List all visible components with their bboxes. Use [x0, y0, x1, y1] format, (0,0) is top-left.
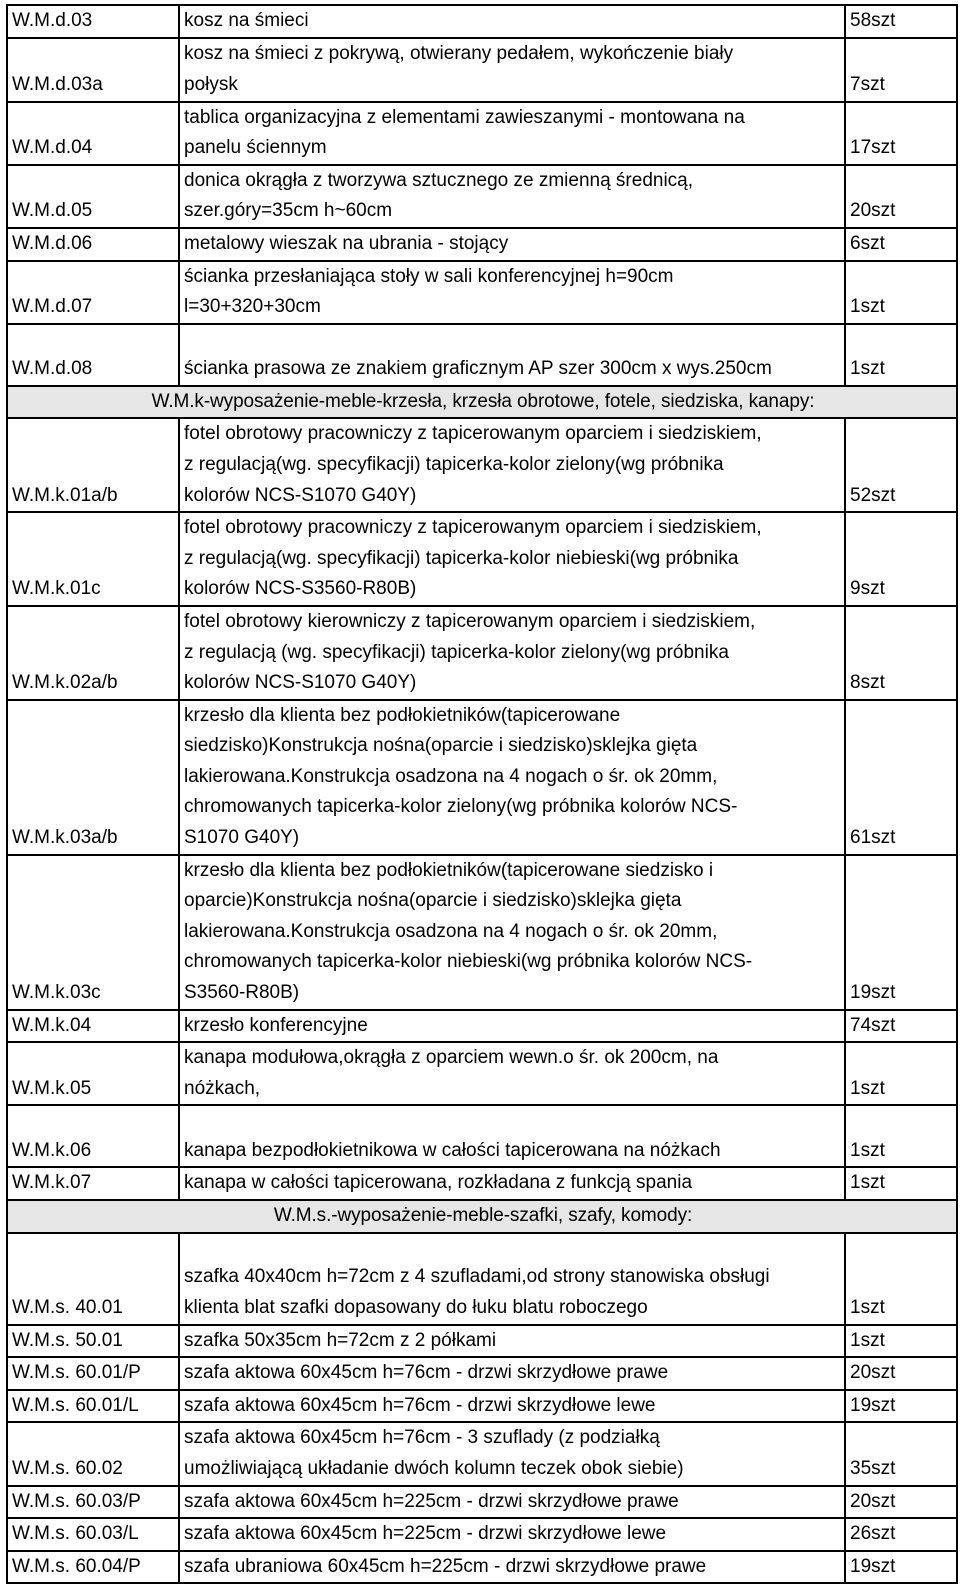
section-header: W.M.s.-wyposażenie-meble-szafki, szafy, komody: — [7, 1200, 957, 1233]
item-code: W.M.k.01c — [7, 512, 179, 606]
section-header-row — [7, 1200, 957, 1233]
item-quantity: 17szt — [845, 102, 957, 165]
item-quantity: 9szt — [845, 512, 957, 606]
item-quantity: 20szt — [845, 1486, 957, 1519]
item-code: W.M.k.02a/b — [7, 606, 179, 700]
table-row — [7, 1551, 957, 1584]
table-row — [7, 165, 957, 228]
equipment-table — [6, 4, 958, 1584]
item-quantity: 35szt — [845, 1422, 957, 1485]
table-row — [7, 102, 957, 165]
item-code: W.M.d.08 — [7, 324, 179, 386]
item-description: kanapa bezpodłokietnikowa w całości tapicerowana na nóżkach — [179, 1105, 845, 1167]
table-row — [7, 606, 957, 700]
item-code: W.M.k.04 — [7, 1010, 179, 1043]
item-code: W.M.k.07 — [7, 1167, 179, 1200]
item-description: ścianka prasowa ze znakiem graficznym AP szer 300cm x wys.250cm — [179, 324, 845, 386]
item-quantity: 1szt — [845, 261, 957, 324]
item-code: W.M.k.03c — [7, 855, 179, 1010]
item-description: krzesło dla klienta bez podłokietników(tapicerowane siedzisko i oparcie)Konstrukcja nośna(oparcie i siedzisko)sklejka gięta lakierowana.Konstrukcja osadzona na 4 nogach o śr. ok 20mm, chromowanych tapicerka-kolor niebieski(wg próbnika kolorów NCS- S3560-R80B) — [179, 855, 845, 1010]
item-description: kanapa w całości tapicerowana, rozkładana z funkcją spania — [179, 1167, 845, 1200]
table-row — [7, 38, 957, 102]
item-code: W.M.d.05 — [7, 165, 179, 228]
item-code: W.M.d.03a — [7, 38, 179, 102]
item-description: szafa aktowa 60x45cm h=76cm - 3 szuflady (z podziałką umożliwiającą układanie dwóch kolumn teczek obok siebie) — [179, 1422, 845, 1485]
item-code: W.M.d.04 — [7, 102, 179, 165]
table-row — [7, 1486, 957, 1519]
item-code: W.M.k.01a/b — [7, 418, 179, 512]
item-description: szafa aktowa 60x45cm h=225cm - drzwi skrzydłowe lewe — [179, 1518, 845, 1551]
table-row — [7, 512, 957, 606]
item-description: szafa aktowa 60x45cm h=76cm - drzwi skrzydłowe lewe — [179, 1390, 845, 1423]
item-description: szafa aktowa 60x45cm h=76cm - drzwi skrzydłowe prawe — [179, 1357, 845, 1390]
table-row — [7, 1167, 957, 1200]
item-code: W.M.s. 60.04/P — [7, 1551, 179, 1584]
item-code: W.M.s. 40.01 — [7, 1233, 179, 1325]
item-code: W.M.d.03 — [7, 5, 179, 38]
table-row — [7, 1325, 957, 1358]
item-quantity: 52szt — [845, 418, 957, 512]
table-row — [7, 1422, 957, 1485]
item-description: krzesło konferencyjne — [179, 1010, 845, 1043]
item-description: tablica organizacyjna z elementami zawieszanymi - montowana na panelu ściennym — [179, 102, 845, 165]
section-header: W.M.k-wyposażenie-meble-krzesła, krzesła obrotowe, fotele, siedziska, kanapy: — [7, 386, 957, 419]
item-code: W.M.s. 60.02 — [7, 1422, 179, 1485]
item-quantity: 74szt — [845, 1010, 957, 1043]
table-row — [7, 418, 957, 512]
table-row — [7, 5, 957, 38]
item-description: kanapa modułowa,okrągła z oparciem wewn.o śr. ok 200cm, na nóżkach, — [179, 1042, 845, 1105]
item-description: kosz na śmieci — [179, 5, 845, 38]
item-code: W.M.s. 60.03/P — [7, 1486, 179, 1519]
table-row — [7, 1390, 957, 1423]
item-description: fotel obrotowy kierowniczy z tapicerowanym oparciem i siedziskiem, z regulacją (wg. specyfikacji) tapicerka-kolor zielony(wg próbnika kolorów NCS-S1070 G40Y) — [179, 606, 845, 700]
table-row — [7, 261, 957, 324]
item-quantity: 1szt — [845, 324, 957, 386]
item-quantity: 61szt — [845, 700, 957, 855]
item-quantity: 1szt — [845, 1233, 957, 1325]
item-quantity: 1szt — [845, 1167, 957, 1200]
item-quantity: 20szt — [845, 165, 957, 228]
item-description: szafka 40x40cm h=72cm z 4 szufladami,od strony stanowiska obsługi klienta blat szafki dopasowany do łuku blatu roboczego — [179, 1233, 845, 1325]
table-row — [7, 1233, 957, 1325]
item-description: ścianka przesłaniająca stoły w sali konferencyjnej h=90cm l=30+320+30cm — [179, 261, 845, 324]
item-code: W.M.k.03a/b — [7, 700, 179, 855]
item-description: kosz na śmieci z pokrywą, otwierany pedałem, wykończenie biały połysk — [179, 38, 845, 102]
item-description: metalowy wieszak na ubrania - stojący — [179, 228, 845, 261]
item-quantity: 20szt — [845, 1357, 957, 1390]
table-row — [7, 1518, 957, 1551]
table-row — [7, 1010, 957, 1043]
item-quantity: 8szt — [845, 606, 957, 700]
section-header-row — [7, 386, 957, 419]
item-description: donica okrągła z tworzywa sztucznego ze zmienną średnicą, szer.góry=35cm h~60cm — [179, 165, 845, 228]
item-quantity: 1szt — [845, 1105, 957, 1167]
table-row — [7, 1357, 957, 1390]
item-description: fotel obrotowy pracowniczy z tapicerowanym oparciem i siedziskiem, z regulacją(wg. specyfikacji) tapicerka-kolor niebieski(wg próbnika kolorów NCS-S3560-R80B) — [179, 512, 845, 606]
item-description: szafa aktowa 60x45cm h=225cm - drzwi skrzydłowe prawe — [179, 1486, 845, 1519]
item-code: W.M.d.06 — [7, 228, 179, 261]
item-code: W.M.s. 60.03/L — [7, 1518, 179, 1551]
item-code: W.M.k.05 — [7, 1042, 179, 1105]
table-row — [7, 855, 957, 1010]
item-code: W.M.s. 60.01/P — [7, 1357, 179, 1390]
item-quantity: 58szt — [845, 5, 957, 38]
item-quantity: 19szt — [845, 855, 957, 1010]
item-quantity: 1szt — [845, 1042, 957, 1105]
item-description: szafka 50x35cm h=72cm z 2 półkami — [179, 1325, 845, 1358]
item-code: W.M.k.06 — [7, 1105, 179, 1167]
item-quantity: 1szt — [845, 1325, 957, 1358]
table-row — [7, 228, 957, 261]
table-row — [7, 1042, 957, 1105]
item-description: krzesło dla klienta bez podłokietników(tapicerowane siedzisko)Konstrukcja nośna(oparcie i siedzisko)sklejka gięta lakierowana.Konstrukcja osadzona na 4 nogach o śr. ok 20mm, chromowanych tapicerka-kolor zielony(wg próbnika kolorów NCS- S1070 G40Y) — [179, 700, 845, 855]
item-quantity: 19szt — [845, 1390, 957, 1423]
item-quantity: 26szt — [845, 1518, 957, 1551]
item-code: W.M.s. 50.01 — [7, 1325, 179, 1358]
equipment-table-body — [7, 5, 957, 1583]
item-description: szafa ubraniowa 60x45cm h=225cm - drzwi skrzydłowe prawe — [179, 1551, 845, 1584]
item-description: fotel obrotowy pracowniczy z tapicerowanym oparciem i siedziskiem, z regulacją(wg. specyfikacji) tapicerka-kolor zielony(wg próbnika kolorów NCS-S1070 G40Y) — [179, 418, 845, 512]
item-code: W.M.d.07 — [7, 261, 179, 324]
item-quantity: 19szt — [845, 1551, 957, 1584]
item-code: W.M.s. 60.01/L — [7, 1390, 179, 1423]
table-row — [7, 324, 957, 386]
table-row — [7, 1105, 957, 1167]
item-quantity: 6szt — [845, 228, 957, 261]
table-row — [7, 700, 957, 855]
item-quantity: 7szt — [845, 38, 957, 102]
